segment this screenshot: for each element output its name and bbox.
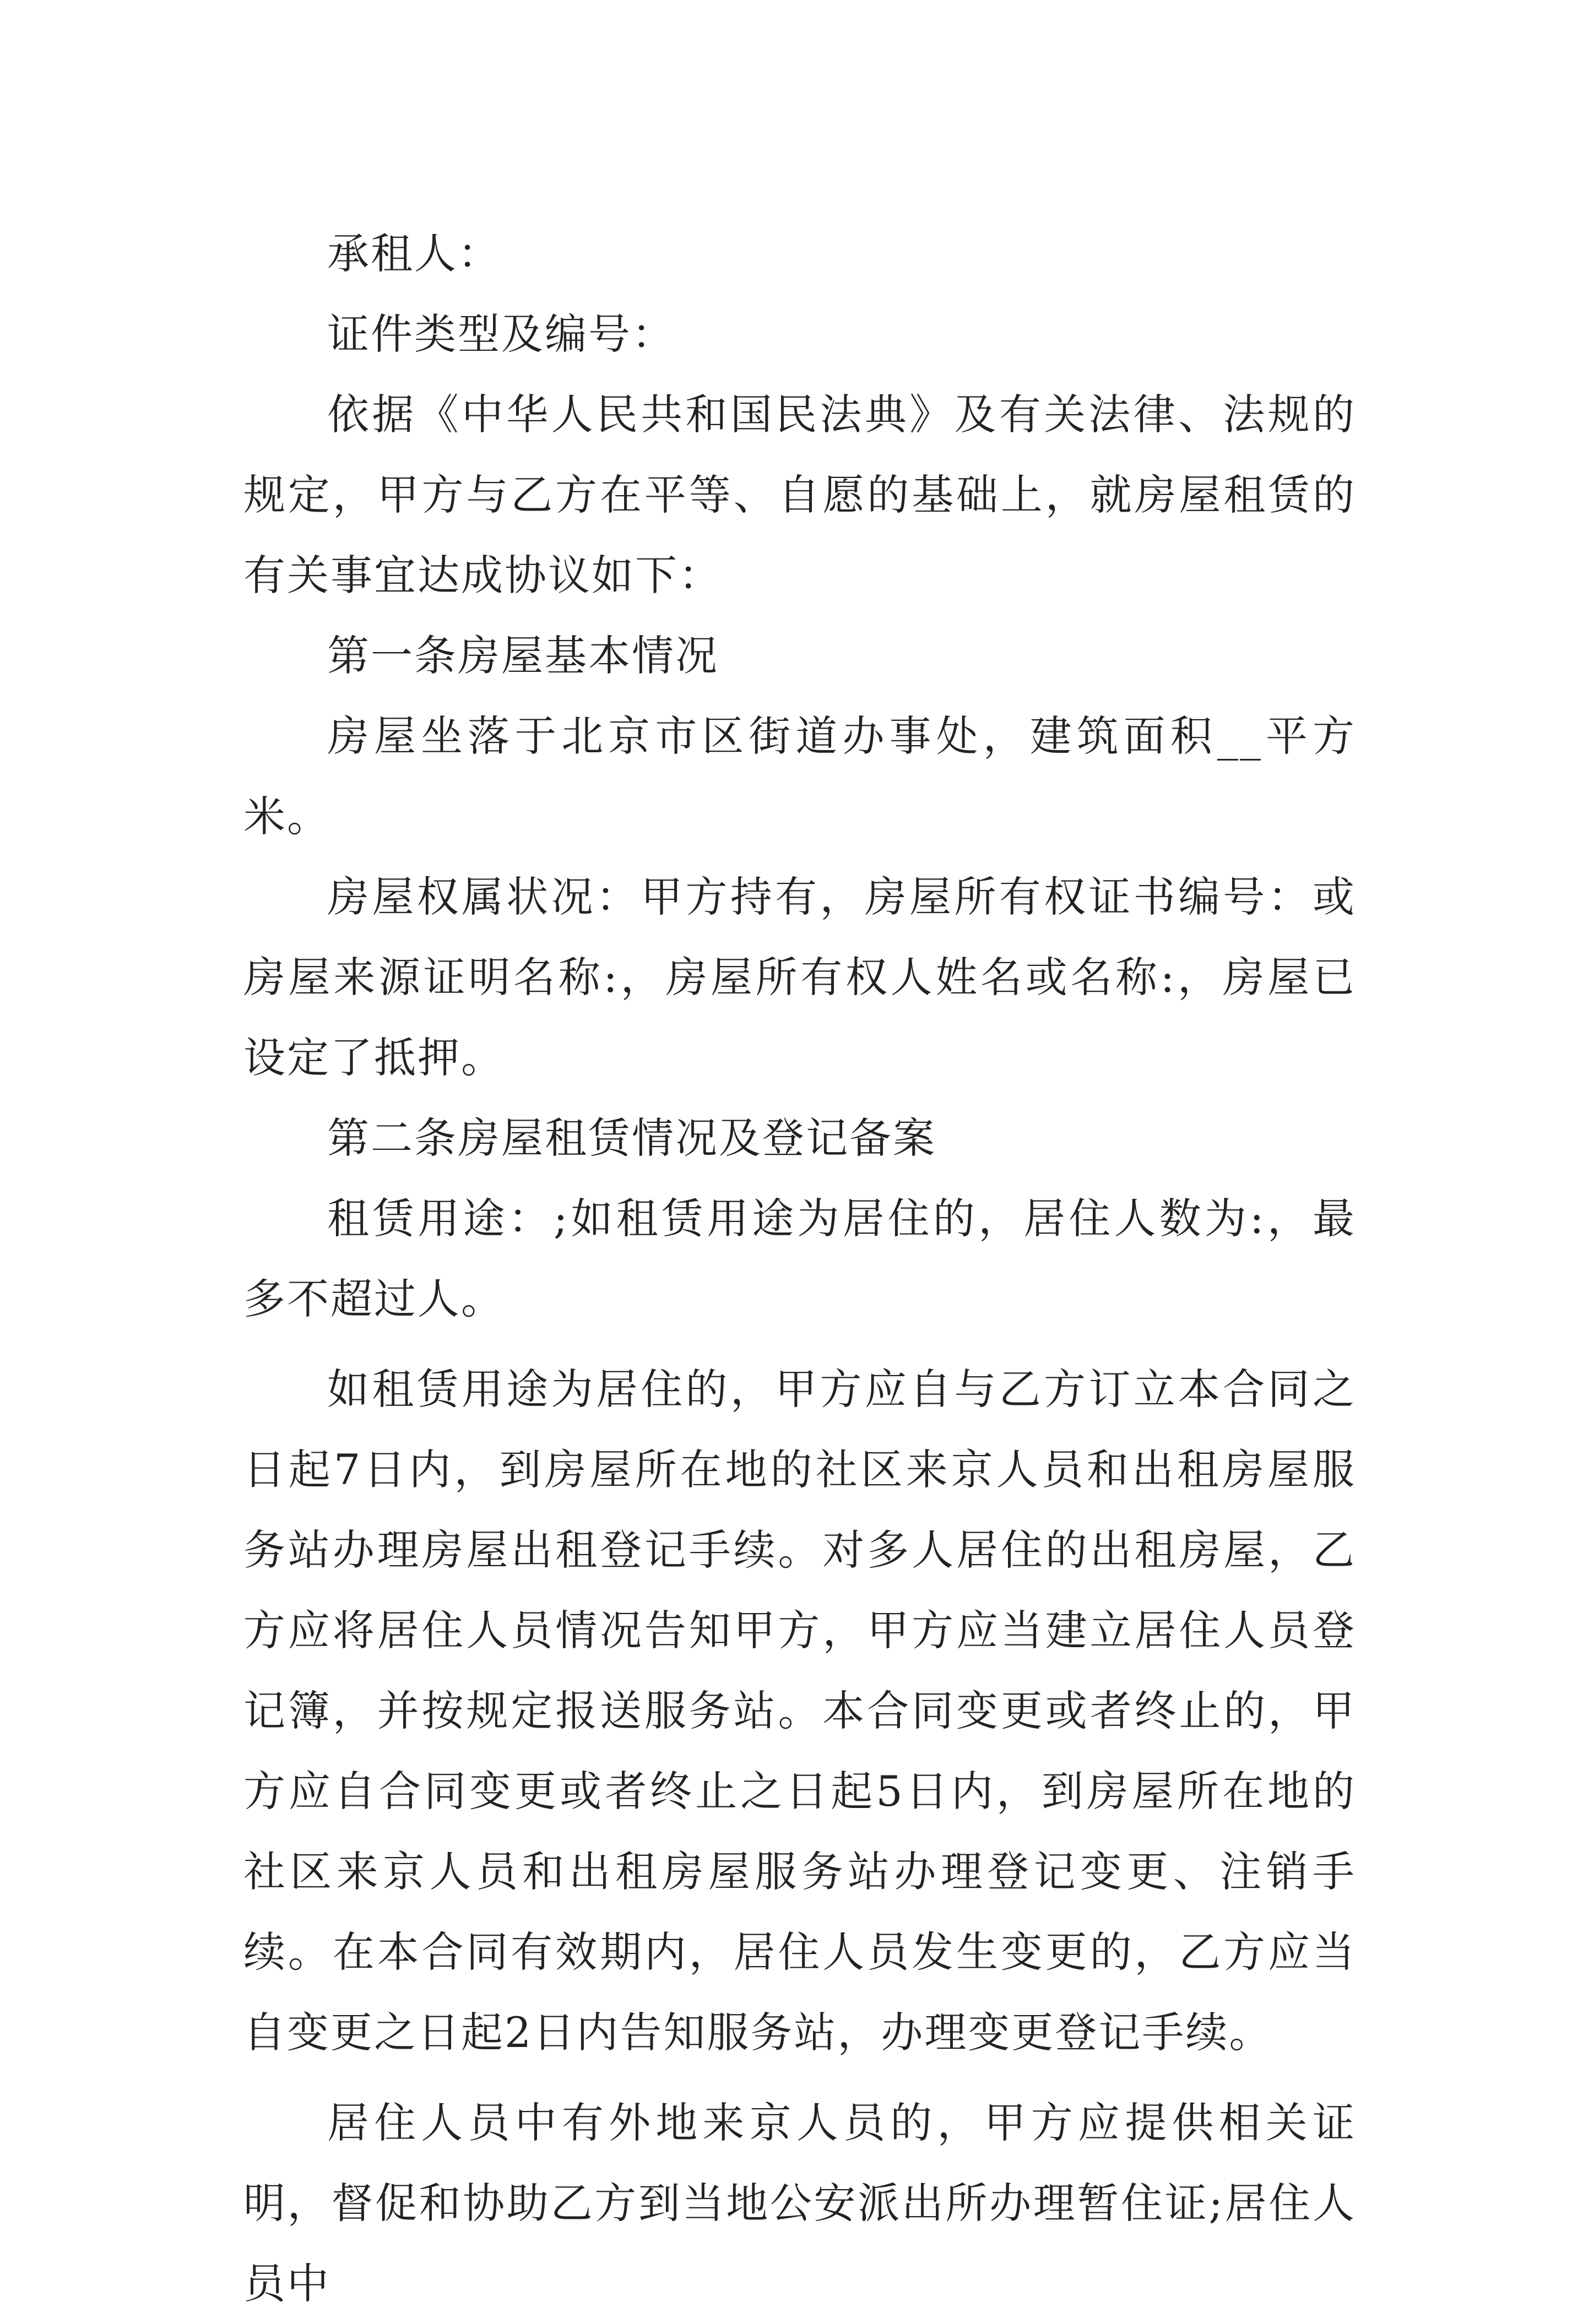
paragraph-non-local-residents: 居住人员中有外地来京人员的，甲方应提供相关证明，督促和协助乙方到当地公安派出所办理暂住证;居住人员中 xyxy=(243,2098,1356,2308)
article-2-heading: 第二条房屋租赁情况及登记备案 xyxy=(327,1114,936,1163)
paragraph-legal-basis: 依据《中华人民共和国民法典》及有关法律、法规的规定，甲方与乙方在平等、自愿的基础上，就房屋租赁的有关事宜达成协议如下： xyxy=(243,390,1356,600)
paragraph-house-location: 房屋坐落于北京市区街道办事处，建筑面积__平方米。 xyxy=(243,712,1356,841)
paragraph-lease-purpose: 租赁用途：;如租赁用途为居住的，居住人数为:，最多不超过人。 xyxy=(243,1194,1356,1323)
paragraph-id-type: 证件类型及编号： xyxy=(327,309,675,359)
paragraph-ownership: 房屋权属状况：甲方持有，房屋所有权证书编号：或房屋来源证明名称:，房屋所有权人姓名或名称:，房屋已设定了抵押。 xyxy=(243,872,1356,1082)
document-body xyxy=(243,214,1356,2324)
article-1-heading: 第一条房屋基本情况 xyxy=(327,631,719,680)
paragraph-registration: 如租赁用途为居住的，甲方应自与乙方订立本合同之日起7日内，到房屋所在地的社区来京人员和出租房屋服务站办理房屋出租登记手续。对多人居住的出租房屋，乙方应将居住人员情况告知甲方，甲方应当建立居住人员登记簿，并按规定报送服务站。本合同变更或者终止的，甲方应自合同变更或者终止之日起5日内，到房屋所在地的社区来京人员和出租房屋服务站办理登记变更、注销手续。在本合同有效期内，居住人员发生变更的，乙方应当自变更之日起2日内告知服务站，办理变更登记手续。 xyxy=(243,1365,1356,2057)
paragraph-lessee: 承租人： xyxy=(327,229,501,278)
